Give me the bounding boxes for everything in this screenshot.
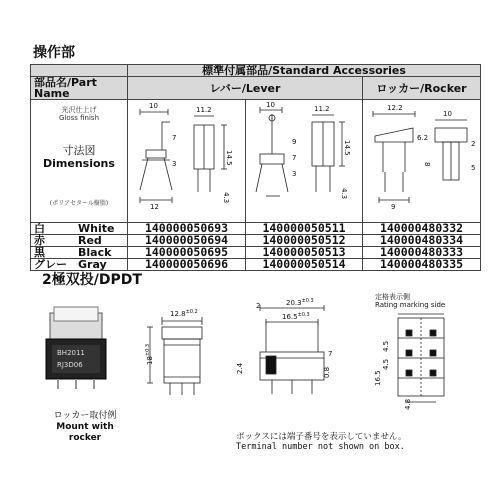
svg-text:20.3±0.3: $20.3^{\pm 0.3}$ [286, 298, 314, 307]
terminal-note-jp: ボックスには端子番号を表示していません。 [236, 432, 407, 442]
cap-dim-c: 7 [172, 134, 177, 142]
cap-dim-e: 12 [150, 203, 159, 211]
photo-caption: ロッカー取付例 Mount with rocker [53, 411, 117, 443]
section-title-dpdt: 2極双投/DPDT [42, 272, 142, 288]
svg-text:16.5: 16.5 [374, 370, 382, 386]
rocker-header: ロッカー/Rocker [363, 77, 481, 100]
rocker-dim-e: 2 [471, 140, 476, 148]
gloss-label-jp: 光沢仕上げ [61, 106, 97, 114]
cap-dim-f: 14.5 [225, 150, 233, 166]
terminal-view-drawing [376, 296, 466, 426]
table-row: 黒 Black 140000050695 140000050513 140000480333 [31, 247, 481, 259]
svg-text:12.8±0.2: $12.8^{\pm 0.2}$ [170, 309, 198, 318]
table-row: 赤 Red 140000050694 140000050512 140000480334 [31, 235, 481, 247]
material-note: (ポリアセタール樹脂) [49, 200, 109, 207]
gloss-label-en: Gloss finish [58, 114, 100, 122]
lever-dim-g: 4.3 [340, 188, 348, 200]
rocker-dim-a: 12.2 [387, 104, 403, 112]
rocker-dim-b: 10 [443, 110, 452, 118]
side-view-drawing [228, 296, 338, 426]
table-row: グレー Gray 140000050696 140000050514 140000480335 [31, 259, 481, 271]
section-title-operation: 操作部 [33, 45, 75, 61]
cap-dim-d: 3 [172, 160, 177, 168]
switch-photo [30, 295, 120, 405]
lever-dimension-drawing [246, 100, 363, 223]
cap-dim-b: 11.2 [196, 106, 212, 114]
rating-side-label: 定格表示側 Rating marking side [375, 293, 446, 309]
svg-text:18±0.3: $18^{\pm 0.3}$ [145, 343, 154, 365]
svg-text:0.8: 0.8 [323, 366, 331, 378]
dimensions-label-en: Dimensions [43, 157, 115, 170]
rocker-dimension-drawing [363, 100, 481, 223]
svg-text:4.8: 4.8 [404, 398, 412, 410]
lever-dim-b: 11.2 [314, 105, 330, 113]
part-name-header: 部品名/Part Name [31, 77, 128, 100]
lever-dim-d: 7 [292, 154, 297, 162]
photo-print-2: RJ3D06 [57, 361, 83, 369]
rocker-dim-f: 5 [471, 164, 476, 172]
cap-dim-g: 4.3 [222, 192, 230, 204]
accessories-header: 標準付属部品/Standard Accessories [128, 65, 481, 77]
svg-text:7: 7 [328, 350, 333, 358]
lever-dim-a: 10 [266, 101, 275, 109]
rocker-dim-c: 8 [423, 162, 431, 167]
front-view-drawing [140, 305, 220, 425]
dimensions-label-jp: 寸法図 [62, 144, 96, 157]
svg-text:2: 2 [256, 302, 261, 310]
lever-header: レバー/Lever [128, 77, 363, 100]
lever-dim-f: 14.5 [343, 140, 351, 156]
svg-text:4.5: 4.5 [382, 340, 390, 352]
svg-text:2.4: 2.4 [236, 362, 244, 374]
lever-dim-e: 3 [292, 170, 297, 178]
terminal-note-en: Terminal number not shown on box. [236, 442, 405, 452]
svg-text:16.5±0.3: $16.5^{\pm 0.3}$ [282, 312, 310, 321]
photo-print-1: BH2011 [57, 349, 85, 357]
rocker-dim-d: 6.2 [417, 134, 429, 142]
cap-dim-a: 10 [149, 102, 158, 110]
lever-dim-c: 9 [292, 138, 297, 146]
cap-dimension-drawing [128, 100, 246, 223]
table-row: 白 White 140000050693 140000050511 140000480332 [31, 223, 481, 235]
rocker-dim-g: 9 [391, 203, 396, 211]
svg-text:4.5: 4.5 [382, 358, 390, 370]
dimension-label-cell [31, 100, 128, 223]
accessories-table [30, 64, 481, 271]
